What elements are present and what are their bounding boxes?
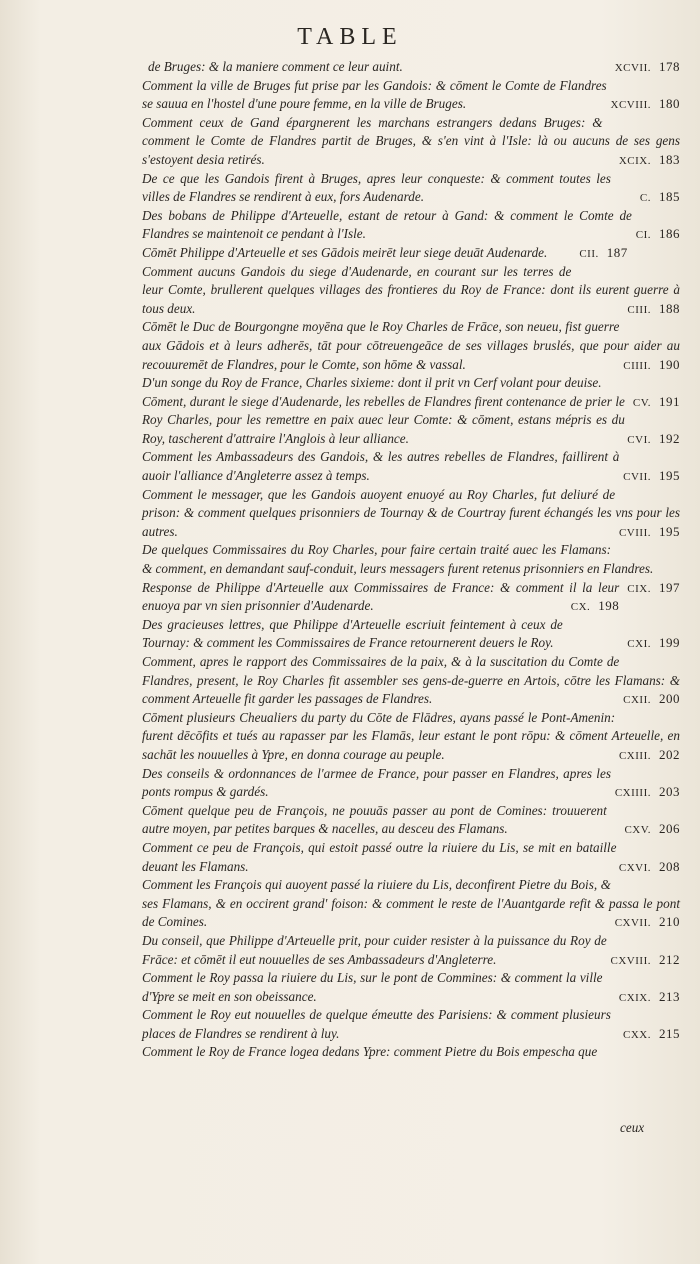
chapter-number: CIII.: [627, 303, 651, 316]
toc-entry-text: Comment ceux de Gand épargnerent les marchans estrangers dedans Bruges: & comment le Comte de Flandres partit de Bruges, & s'en vint à l'Isle: là ou aucuns de ses gens s'estoyent desia retirés.: [142, 114, 680, 167]
toc-entry-reference: [607, 913, 680, 933]
page-number: 192: [659, 430, 680, 446]
toc-entry-text: Comment les Ambassadeurs des Gandois, & les autres rebelles de Flandres, faillirent à auoir l'alliance d'Angleterre assez à temps.: [142, 449, 620, 484]
page-number: 185: [659, 189, 680, 205]
chapter-number: CVI.: [627, 433, 651, 446]
toc-entry-text: Comment, apres le rapport des Commissaires de la paix, & à la suscitation du Comte de Flandres, present, le Roy Charles fit assembler ses gens-de-guerre en Artois, cōtre les Flamans: & comment Arteuelle fit garder les passages de Flandres.: [142, 654, 680, 707]
chapter-number: CI.: [635, 229, 651, 242]
toc-entry-reference: [611, 988, 680, 1008]
toc-entry: [142, 207, 680, 244]
toc-entry-reference: [607, 58, 680, 78]
toc-entry: [142, 1006, 680, 1043]
toc-entry-text: Comment le messager, que les Gandois auoyent enuoyé au Roy Charles, fut deliuré de prison: & comment quelques prisonniers de Tournay & de Courtray furent échangés les vns pour les autres.: [142, 486, 680, 539]
toc-entry-text: Cōment plusieurs Cheualiers du party du Cōte de Flādres, ayans passé le Pont-Amenin: furent dēcōfits et tués au rapasser par les Flamās, leur estant le pont rōpu: & cōment Arteuelle, en sachāt les nouuelles à Ypre, en donna courage au peuple.: [142, 709, 680, 762]
page-number: 202: [659, 746, 680, 762]
toc-entry-reference: [619, 430, 680, 450]
chapter-number: CIX.: [627, 582, 651, 595]
toc-entry-text: Response de Philippe d'Arteuelle aux Commissaires de France: & comment il la leur enuoya par vn sien prisonnier d'Audenarde.: [142, 579, 620, 614]
toc-entry: [142, 374, 680, 409]
chapter-number: CXI.: [627, 638, 651, 651]
toc-entry: [142, 616, 680, 653]
toc-entry-text: Comment le Roy de France logea dedans Ypre: comment Pietre du Bois empescha que: [142, 1044, 598, 1060]
toc-entry-reference: [611, 151, 680, 171]
toc-entry: [142, 653, 680, 709]
page-number: 210: [659, 914, 680, 930]
toc-entry-reference: [632, 188, 680, 208]
page-number: 195: [659, 468, 680, 484]
toc-entry: [142, 318, 680, 374]
page-number: 183: [659, 151, 680, 167]
toc-entry-reference: [619, 579, 680, 599]
toc-entry-reference: [611, 746, 680, 766]
page-number: 203: [659, 784, 680, 800]
toc-entry: [142, 579, 680, 616]
chapter-number: CXVIII.: [610, 954, 651, 967]
page-number: 215: [659, 1025, 680, 1041]
chapter-number: CVIII.: [618, 526, 651, 539]
toc-entry-reference: [616, 820, 680, 840]
toc-entry-reference: [611, 858, 680, 878]
toc-entry-text: Comment le Roy passa la riuiere du Lis, sur le pont de Commines: & comment la ville d'Ypre se meit en son obeissance.: [142, 970, 603, 1004]
toc-entry-reference: [571, 244, 627, 264]
toc-entry-reference: [615, 356, 680, 376]
catchword: ceux: [620, 1120, 645, 1135]
page-number: 191: [659, 393, 680, 409]
page-number: 206: [659, 821, 680, 837]
chapter-number: CX.: [570, 601, 591, 614]
toc-entry: [142, 541, 680, 595]
toc-entry-reference: [603, 95, 680, 115]
toc-entry: [142, 263, 680, 319]
page-number: 198: [598, 598, 620, 614]
toc-entry-reference: [607, 783, 680, 803]
page-number: 187: [606, 244, 628, 260]
toc-entry-text: Des gracieuses lettres, que Philippe d'Arteuelle escriuit feintement à ceux de Tournay: & comment les Commissaires de France retournerent deuers le Roy.: [142, 616, 563, 651]
toc-entry: [142, 765, 680, 802]
toc-entry-text: Comment les François qui auoyent passé la riuiere du Lis, deconfirent Pietre du Bois, & ses Flamans, & en occirent grand' foison: & comment le reste de l'Auantgarde refit & passa le pont de Comines.: [142, 877, 680, 930]
chapter-number: CXIII.: [618, 749, 651, 762]
toc-entry-reference: [615, 1025, 680, 1045]
toc-entry-text: Comment le Roy eut nouuelles de quelque émeutte des Parisiens: & comment plusieurs places de Flandres se rendirent à luy.: [142, 1007, 611, 1041]
toc-entry: [142, 1043, 680, 1062]
page-number: 178: [659, 59, 680, 74]
toc-entry-reference: [619, 300, 680, 320]
toc-entry-text: Des conseils & ordonnances de l'armee de France, pour passer en Flandres, apres les ponts rompus & gardés.: [142, 765, 611, 800]
page-number: 190: [659, 356, 680, 372]
toc-entry: [142, 58, 680, 77]
toc-entry-text: Cōment quelque peu de François, ne pouuās passer au pont de Comines: trouuerent autre moyen, par petites barques & nacelles, au desceu des Flamans.: [142, 802, 607, 837]
toc-entry: [142, 170, 680, 207]
toc-entry-text: Cōmēt le Duc de Bourgongne moyēna que le Roy Charles de Frāce, son neueu, fist guerre aux Gādois et à leurs adherēs, tāt pour cōtreuengeāce de ses villages bruslés, que pour aider au recouuremēt de Flandres, pour le Comte, son hōme & vassal.: [142, 319, 680, 372]
page-number: 197: [659, 579, 680, 595]
chapter-number: CXVII.: [614, 917, 651, 930]
toc-entry-reference: [563, 597, 620, 617]
page-number: 212: [659, 951, 680, 967]
toc-entry-text: Comment la ville de Bruges fut prise par les Gandois: & cōment le Comte de Flandres se sauua en l'hostel d'une poure femme, en la ville de Bruges.: [142, 77, 607, 112]
table-of-contents: [142, 58, 680, 1062]
toc-entry-text: Comment ce peu de François, qui estoit passé outre la riuiere du Lis, se mit en bataille deuant les Flamans.: [142, 839, 617, 874]
page-title: TABLE: [297, 24, 403, 50]
chapter-number: CV.: [632, 396, 651, 409]
toc-entry-text: Des bobans de Philippe d'Arteuelle, estant de retour à Gand: & comment le Comte de Flandres se maintenoit ce pendant à l'Isle.: [142, 207, 632, 242]
toc-entry-reference: [628, 225, 680, 245]
toc-entry-text: De quelques Commissaires du Roy Charles, pour faire certain traité auec les Flamans: & comment, en demandant sauf-conduit, leurs messagers furent retenus prisonniers en Flandres.: [142, 542, 654, 577]
toc-entry-text: de Bruges: & la maniere comment ce leur auint.: [148, 59, 403, 74]
chapter-number: CXX.: [623, 1028, 651, 1041]
toc-entry-reference: [625, 393, 680, 413]
page-number: 186: [659, 226, 680, 242]
page-number: 208: [659, 858, 680, 874]
toc-entry: [142, 839, 680, 876]
toc-entry: [142, 932, 680, 969]
page-number: 195: [659, 523, 680, 539]
toc-entry-reference: [603, 951, 680, 971]
toc-entry: [142, 802, 680, 839]
toc-entry-text: Comment aucuns Gandois du siege d'Audenarde, en courant sur les terres de leur Comte, brullerent quelques villages des frontieres du Roy de France: dont ils eurent guerre à tous deux.: [142, 263, 680, 316]
chapter-number: CXIX.: [618, 991, 651, 1004]
toc-entry: [142, 114, 680, 170]
chapter-number: XCIX.: [618, 154, 651, 167]
toc-entry: [142, 393, 680, 449]
page-number: 199: [659, 635, 680, 651]
chapter-number: CXV.: [624, 824, 651, 837]
toc-entry-reference: [611, 523, 680, 543]
toc-entry: [142, 876, 680, 932]
toc-entry: [142, 969, 680, 1006]
chapter-number: XCVII.: [614, 62, 651, 74]
toc-entry-text: Cōment, durant le siege d'Audenarde, les rebelles de Flandres firent contenance de prier le Roy Charles, pour les remettre en paix auec leur Comte: & cōment, estans mépris es du Roy, tascherent d'attraire l'Anglois à leur alliance.: [142, 393, 625, 446]
page-number: 213: [659, 988, 680, 1004]
chapter-number: CVII.: [623, 471, 651, 484]
toc-entry-text: Cōmēt Philippe d'Arteuelle et ses Gādois meirēt leur siege deuāt Audenarde.: [142, 244, 548, 260]
chapter-number: XCVIII.: [610, 99, 651, 112]
toc-entry-reference: [615, 690, 680, 710]
chapter-number: CII.: [579, 247, 599, 260]
toc-entry: [142, 709, 680, 765]
page-number: 200: [659, 691, 680, 707]
toc-entry: [142, 448, 680, 485]
toc-entry: [142, 77, 680, 114]
toc-entry-reference: [619, 634, 680, 654]
chapter-number: CIIII.: [623, 359, 651, 372]
toc-entry: [142, 486, 680, 542]
chapter-number: CXII.: [623, 694, 651, 707]
chapter-number: C.: [639, 192, 651, 205]
toc-entry: [142, 244, 680, 263]
chapter-number: CXVI.: [618, 861, 651, 874]
toc-entry-text: De ce que les Gandois firent à Bruges, apres leur conqueste: & comment toutes les villes de Flandres se rendirent à eux, fors Audenarde.: [142, 170, 611, 205]
toc-entry-reference: [615, 467, 680, 487]
toc-entry-text: Du conseil, que Philippe d'Arteuelle prit, pour cuider resister à la puissance du Roy de Frāce: et cōmēt il eut nouuelles de ses Ambassadeurs d'Angleterre.: [142, 932, 607, 967]
page-number: 180: [659, 96, 680, 112]
toc-entry-text: D'un songe du Roy de France, Charles sixieme: dont il prit vn Cerf volant pour deuise.: [142, 375, 602, 391]
page-number: 188: [659, 300, 680, 316]
chapter-number: CXIIII.: [614, 787, 651, 800]
